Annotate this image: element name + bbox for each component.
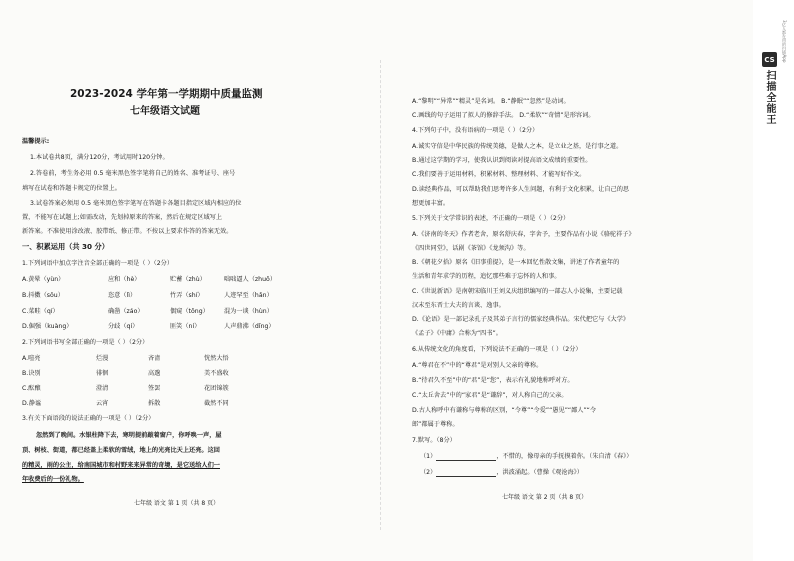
option-cell: B.抖擞（sǒu） (22, 292, 64, 299)
option-line: 郎”都属于尊称。 (412, 421, 459, 428)
option-cell: 恣意（lì） (108, 292, 137, 299)
exam-subtitle: 七年级语文试题 (130, 106, 200, 117)
dictation-text: ，不惜的，像母亲的手抚摸着你。（朱自清《春》） (496, 453, 633, 460)
answer-blank[interactable] (436, 470, 496, 477)
notice-item: 填写在试卷和答题卡规定的位置上。 (22, 185, 121, 192)
option-line: B.通过这学期的学习，使我认识到阅读对提高语文成绩的重要性。 (412, 157, 592, 164)
option-line: 汉末至东晋士大夫的言谈、逸事。 (412, 302, 505, 309)
passage-line: 顶、树枝、街道，都已经盖上柔软的雪绒，地上的光亮比天上还亮。这回 (22, 447, 220, 454)
option-cell: A.喧亮 (22, 355, 41, 362)
option-cell: 吝啬 (148, 355, 161, 362)
option-cell: 签罢 (148, 385, 161, 392)
notice-item: 置，不能写在试题上;如需改动，先划掉原来的答案，然后在规定区域写上 (22, 214, 223, 221)
option-cell: C.酝酿 (22, 385, 41, 392)
question-1-stem: 1.下列词语中加点字注音全部正确的一项是（ ）（2分） (22, 260, 174, 267)
option-line: A.《济南的冬天》作者老舍，原名舒庆春，字舍予，主要作品有小说《骆驼祥子》 (412, 231, 635, 238)
page-left (22, 0, 362, 561)
page-footer: 七年级 语文 第 1 页（共 8 页） (134, 500, 220, 507)
question-2-stem: 2.下列词语书写全部正确的一项是（ ）（2分） (22, 339, 149, 346)
notice-item: 1.本试卷共8页，满分120分，考试用时120分钟。 (30, 154, 169, 161)
option-cell: B.诀别 (22, 370, 41, 377)
option-line: B.“待君久不至”中的“君”是“您”，表示有礼貌地称呼对方。 (412, 377, 574, 384)
option-cell: A.黄晕（yùn） (22, 276, 65, 283)
option-line: D.读经典作品，可以帮助我们思考许多人生问题，有利于文化积累，让自己的思 (412, 186, 630, 193)
option-cell: 确凿（záo） (108, 308, 144, 315)
q3-option-line: A.“黎明”“异常”“精灵”是名词。 B.“静眠”“忽然”是动词。 (412, 98, 570, 105)
option-cell: 匪笑（ní） (170, 323, 201, 330)
option-line: C.“太丘舍去”中的“家君”是“谦辞”，对人称自己的父亲。 (412, 392, 568, 399)
option-line: A.诚实守信是中华民族的传统美德，是做人之本，是立业之基，是行事之道。 (412, 143, 623, 150)
option-line: D.《论语》是一部记录孔子及其弟子言行的儒家经典作品。宋代把它与《大学》 (412, 316, 630, 323)
option-line: C.《世说新语》是南朝宋临川王刘义庆组织编写的一部志人小说集，主要记载 (412, 288, 623, 295)
question-6-stem: 6.从传统文化的角度看，下列说法不正确的一项是（ ）（2分） (412, 346, 582, 353)
option-cell: 云宵 (96, 400, 109, 407)
option-cell: 美不盛收 (204, 370, 229, 377)
option-cell: 分歧（qí） (108, 323, 139, 330)
option-line: A.“尊君在不”中的“尊君”是对别人父亲的尊称。 (412, 362, 543, 369)
dictation-text: ，洪波涌起。（曹操《观沧海》） (496, 469, 583, 476)
passage-line-underlined: 年收费后的一份礼物。 (22, 476, 84, 483)
q3-option-line: C.画线的句子运用了拟人的修辞手法。 D.“柔软”“奇情”是形容词。 (412, 112, 595, 119)
watermark-subtext: 3亿人都在用的扫描App (782, 20, 787, 63)
page-footer: 七年级 语文 第 2 页（共 8 页） (502, 494, 588, 501)
option-cell: D.倔强（kuàng） (22, 323, 73, 330)
option-cell: D.静谧 (22, 400, 42, 407)
question-4-stem: 4.下列句子中，没有语病的一项是（ ）（2分） (412, 127, 539, 134)
dictation-line-2 (420, 469, 583, 477)
question-3-stem: 3.有关下面语段的说法正确的一项是（ ）（2分） (22, 415, 155, 422)
passage-line: 忽然到了晚间。水银柱降下去，寒明提前敲着窗户，你呼唤一声，屋 (36, 432, 222, 439)
option-cell: 咄咄逼人（zhuō） (224, 276, 277, 283)
option-cell: 贮蓄（zhù） (170, 276, 206, 283)
option-cell: 混为一谈（hùn） (224, 308, 273, 315)
option-cell: 高邈 (148, 370, 161, 377)
page-right (398, 0, 743, 561)
option-cell: 人声鼎沸（dǐng） (224, 323, 275, 330)
watermark-brand: 扫描全能王 (764, 70, 775, 125)
option-cell: 徘徊 (96, 370, 109, 377)
option-cell: 拆散 (148, 400, 161, 407)
option-cell: 偶窥（tōng） (170, 308, 209, 315)
option-cell: 截然不同 (204, 400, 229, 407)
dictation-number: （1） (420, 453, 437, 460)
notice-item: 2.答卷前，考生务必用 0.5 毫米黑色签字笔将自己的姓名、准考证号、座号 (30, 170, 236, 177)
dictation-number: （2） (420, 469, 437, 476)
option-line: D.古人称呼中有谦称与尊称的区别，“令尊”“令爱”“愚见”“鄙人”“令 (412, 407, 597, 414)
camscanner-logo: CS (762, 52, 777, 67)
option-cell: 竹弄（shí） (170, 292, 204, 299)
option-cell: 澄清 (96, 385, 109, 392)
question-5-stem: 5.下列关于文学常识的表述，不正确的一项是（ ）（2分） (412, 215, 570, 222)
notice-item: 3.试卷答案必须用 0.5 毫米黑色签字笔写在答题卡各题目指定区域内相应的位 (30, 200, 242, 207)
option-line: 生活和青年求学的历程，追忆那些难于忘怀的人和事。 (412, 273, 561, 280)
dictation-line-1 (420, 453, 632, 461)
option-line: 《孟子》《中庸》合称为“四书”。 (412, 330, 502, 337)
option-cell: 花团锦簇 (204, 385, 229, 392)
option-cell: C.菜畦（qí） (22, 308, 59, 315)
passage-line-underlined: 的精灵，雨的公主，给南国城市和村野来来异常的奇境，是它送给人们一 (22, 462, 220, 469)
exam-title: 2023-2024 学年第一学期期中质量监测 (70, 88, 263, 100)
option-line: 《四世同堂》，话剧《茶馆》《龙须沟》等。 (412, 245, 530, 252)
option-cell: 人迹罕至（hǎn） (224, 292, 273, 299)
section-heading: 一、积累运用（共 30 分） (22, 242, 109, 251)
option-line: C.我们要善于运用材料，积累材料、整理材料、才能写好作文。 (412, 171, 586, 178)
option-cell: 应和（hè） (108, 276, 141, 283)
option-line: B.《朝花夕拾》原名《旧事重提》，是一本回忆性散文集，讲述了作者童年的 (412, 259, 620, 266)
notice-heading: 温馨提示: (22, 138, 50, 145)
notice-item: 新答案。不准使用涂改液、胶带纸、修正带。不按以上要求作答的答案无效。 (22, 228, 233, 235)
question-7-stem: 7.默写。（8分） (412, 437, 456, 444)
answer-blank[interactable] (436, 454, 496, 461)
page-divider (380, 60, 381, 530)
option-line: 想更加丰富。 (412, 200, 450, 207)
option-cell: 恍然大悟 (204, 355, 229, 362)
option-cell: 烂漫 (96, 355, 109, 362)
